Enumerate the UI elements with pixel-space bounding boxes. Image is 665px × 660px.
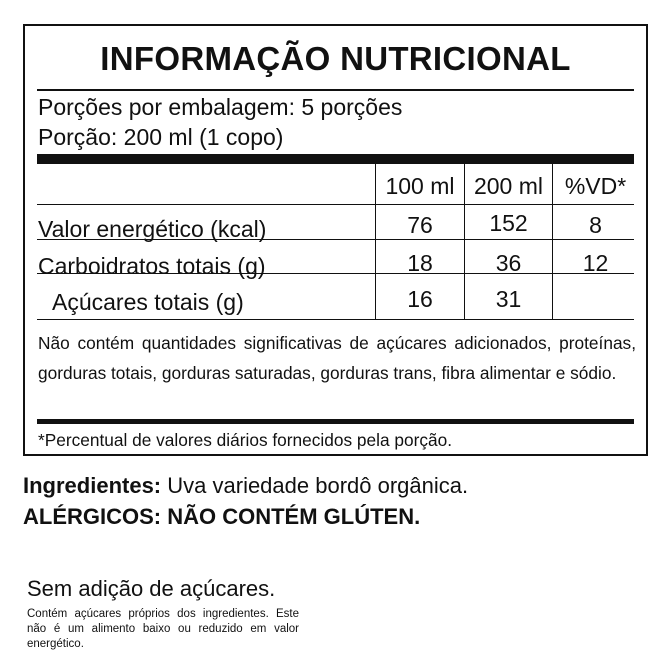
title-divider (37, 89, 634, 91)
nutrition-facts-label (23, 24, 648, 456)
not-significant-note: Não contém quantidades significativas de açúcares adicionados, proteínas, gorduras totais, gorduras saturadas, gorduras trans, fibra alimentar e sódio. (38, 333, 636, 383)
label-title: INFORMAÇÃO NUTRICIONAL (100, 40, 571, 77)
carbohydrates-100ml: 18 (407, 250, 433, 276)
column-header-100ml: 100 ml (385, 173, 455, 199)
energy-100ml: 76 (407, 212, 433, 238)
energy-200ml: 152 (489, 210, 528, 236)
header-row-divider (37, 204, 634, 205)
ingredients-label: Ingredientes: (23, 473, 162, 498)
column-header-vd: %VD* (564, 173, 627, 199)
total-sugars-100ml: 16 (407, 286, 433, 312)
row-label-carbohydrates: Carboidratos totais (g) (38, 253, 266, 279)
ingredients-value: Uva variedade bordô orgânica. (167, 473, 469, 498)
servings-per-package: Porções por embalagem: 5 porções (38, 94, 403, 120)
footnote-divider (37, 419, 634, 424)
column-header-200ml: 200 ml (473, 173, 544, 199)
total-sugars-200ml: 31 (495, 286, 522, 312)
serving-size: Porção: 200 ml (1 copo) (38, 124, 284, 150)
allergens-statement: ALÉRGICOS: NÃO CONTÉM GLÚTEN. (23, 504, 421, 529)
claim-disclaimer: Contém açúcares próprios dos ingredientes. Este não é um alimento baixo ou reduzido em valor energético. (27, 608, 299, 650)
row-label-total-sugars: Açúcares totais (g) (52, 289, 244, 315)
daily-value-footnote: *Percentual de valores diários fornecidos pela porção. (38, 430, 453, 450)
carbohydrates-vd: 12 (582, 250, 609, 276)
row-label-energy: Valor energético (kcal) (38, 216, 267, 242)
table-bottom-divider (37, 319, 634, 320)
energy-vd: 8 (589, 212, 602, 238)
thick-divider (37, 154, 634, 164)
no-added-sugar-claim: Sem adição de açúcares. (27, 576, 276, 601)
carbohydrates-200ml: 36 (495, 250, 522, 276)
ingredients-line (23, 473, 468, 499)
